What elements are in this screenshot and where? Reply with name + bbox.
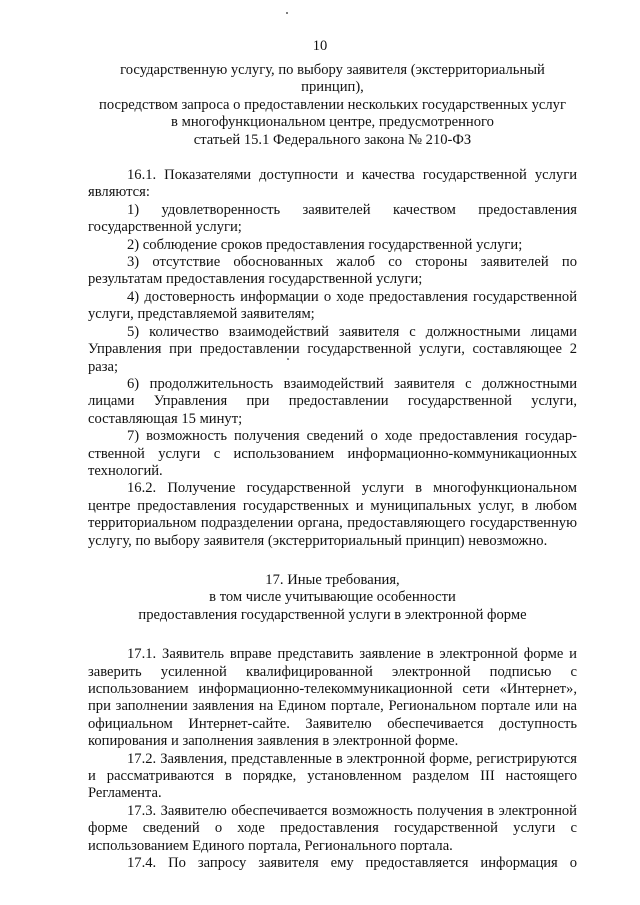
section-17-heading: 17. Иные требования, (265, 571, 400, 588)
section-17-heading: предоставления государственной услуги в электронной форме (138, 606, 527, 623)
list-item: 4) достоверность информации о ходе предоставления государственной услуги, представляемой заявителям; (88, 288, 577, 323)
header-line: статьей 15.1 Федерального закона № 210-ФЗ (193, 131, 472, 148)
document-body (88, 62, 577, 872)
paragraph-16-2: 16.2. Получение государственной услуги в многофункциональном центре предоставления государственных и муниципальных услуг, в любом территориальном подразделении органа, предоставляющего государственную услугу, по выбору заявителя (экстерриториальный принцип) невозможно. (88, 480, 577, 549)
list-item: 2) соблюдение сроков предоставления государственной услуги; (127, 236, 523, 253)
header-line: государственную услугу, по выбору заявителя (экстерриториальный принцип), (120, 62, 545, 96)
list-item: 5) количество взаимодействий заявителя с должностными лицами Управления при предоставлении государственной услуги, составляющее 2 раза; (88, 323, 577, 375)
paragraph-17-4: 17.4. По запросу заявителя ему предоставляется информация о (127, 855, 577, 872)
header-line: посредством запроса о предоставлении нескольких государственных услуг (99, 96, 566, 113)
section-17-heading: в том числе учитывающие особенности (209, 589, 456, 606)
list-item: 3) отсутствие обоснованных жалоб со стороны заявителей по результатам предоставления государственной услуги; (88, 254, 577, 288)
list-item: 1) удовлетворенность заявителей качеством предоставления государственной услуги; (88, 201, 577, 236)
paragraph-16-1: 16.1. Показателями доступности и качества государственной услуги являются: (88, 167, 577, 201)
page-number: 10 (312, 38, 328, 54)
paragraph-17-2: 17.2. Заявления, представленные в электронной форме, регистрируются и рассматриваются в порядке, установленном разделом III настоящего Регламента. (88, 750, 577, 802)
list-item: 7) возможность получения сведений о ходе предоставления государ-ственной услуги с использованием информационно-коммуникационных технологий. (88, 428, 577, 479)
paragraph-17-3: 17.3. Заявителю обеспечивается возможность получения в электронной форме сведений о ходе предоставления государственной услуги с использованием Единого портала, Регионального портала. (88, 802, 577, 854)
scan-speck (286, 12, 288, 14)
list-item: 6) продолжительность взаимодействий заявителя с должностными лицами Управления при предоставлении государственной услуги, составляющая 15 минут; (88, 375, 577, 427)
header-line: в многофункциональном центре, предусмотренного (171, 114, 494, 131)
paragraph-17-1: 17.1. Заявитель вправе представить заявление в электронной форме и заверить усиленной квалифицированной электронной подписью с использованием информационно-телекоммуникационной сети «Интернет», при заполнении заявления на Едином портале, Региональном портале или на официальном Интернет-сайте. Заявителю обеспечивается доступность копирования и заполнения заявления в электронной форме. (88, 646, 577, 750)
